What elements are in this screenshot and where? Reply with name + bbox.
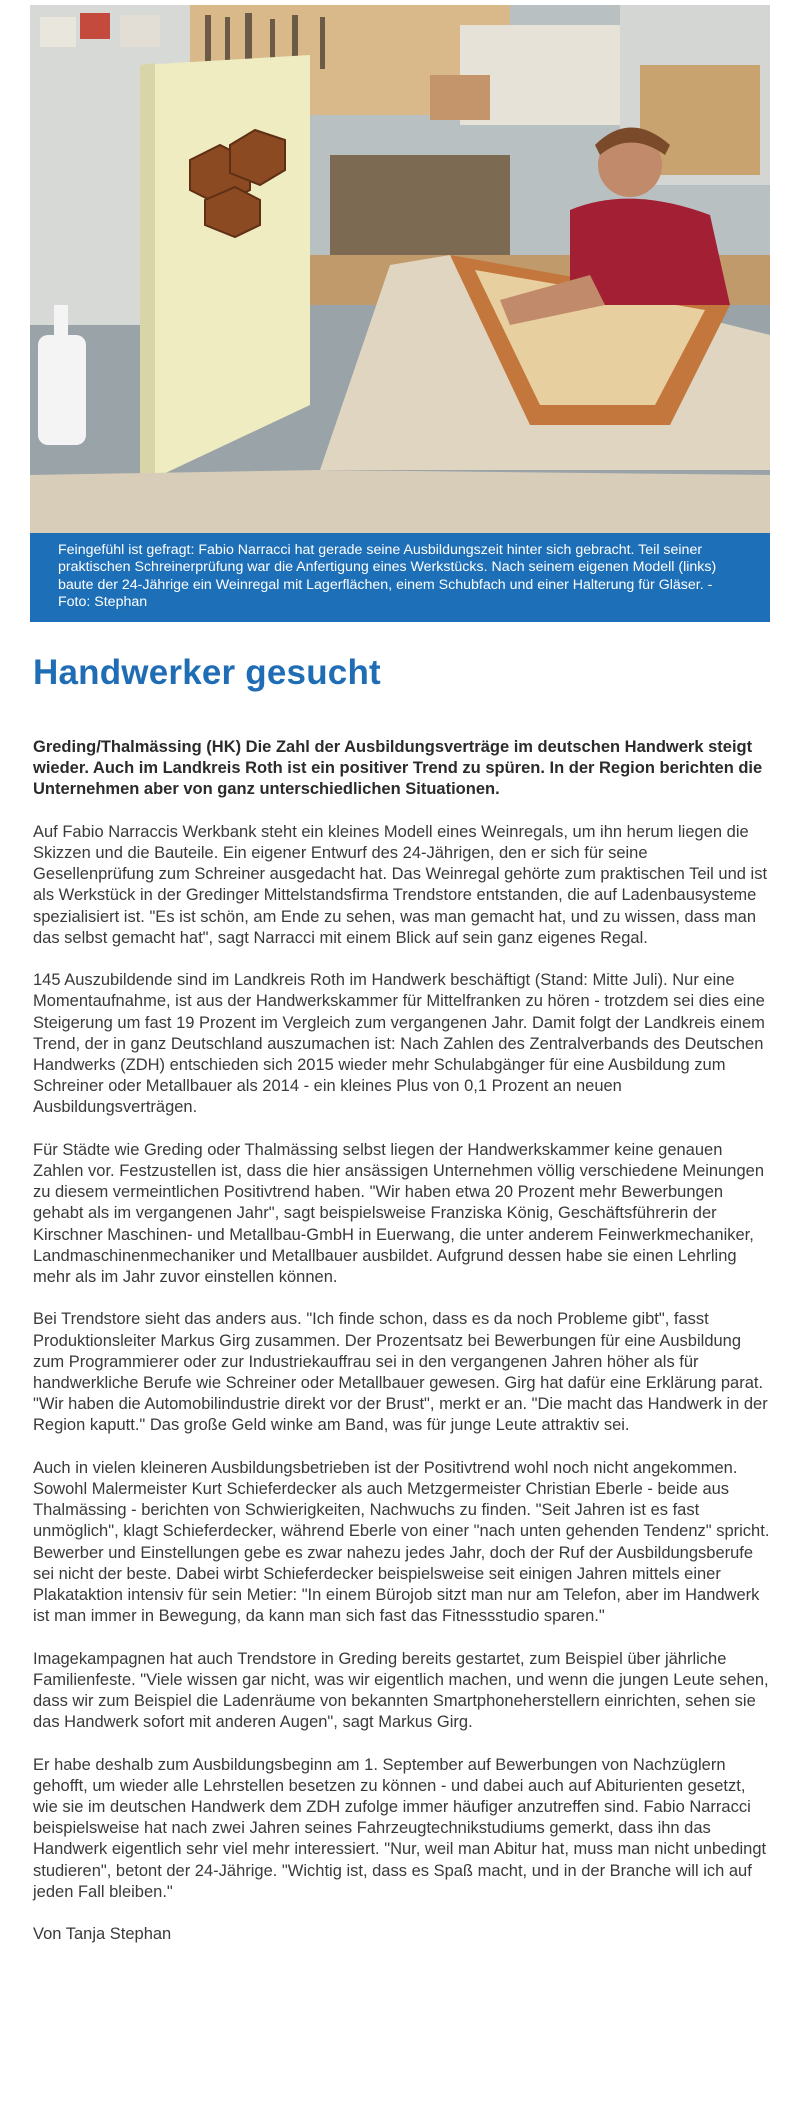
article-paragraph: Für Städte wie Greding oder Thalmässing selbst liegen der Handwerkskammer keine genauen Zahlen vor. Festzustellen ist, dass die hier ansässigen Unternehmen völlig verschiedene Meinungen zu diesem vermeintlichen Positivtrend haben. "Wir haben etwa 20 Prozent mehr Bewerbungen gehabt als im vergangenen Jahr", sagt beispielsweise Franziska König, Geschäftsführerin der Kirschner Maschinen- und Metallbau-GmbH in Euerwang, die unter anderem Feinwerkmechaniker, Landmaschinenmechaniker und Metallbauer ausbildet. Aufgrund dessen habe sie einen Lehrling mehr als im Jahr zuvor einstellen können. (33, 1140, 764, 1287)
article-byline: Von Tanja Stephan (33, 1925, 172, 1944)
article-figure (30, 5, 770, 622)
workshop-photo (30, 5, 770, 533)
article-paragraph: Imagekampagnen hat auch Trendstore in Greding bereits gestartet, zum Beispiel über jährliche Familienfeste. "Viele wissen gar nicht, was wir eigentlich machen, und wenn die jungen Leute sehen, dass wir zum Beispiel die Ladenräume von bekannten Smartphoneherstellern einrichten, sehen sie das Handwerk sofort mit anderen Augen", sagt Markus Girg. (33, 1649, 769, 1732)
article-headline: Handwerker gesucht (33, 653, 381, 692)
article-body (33, 737, 773, 1967)
article-paragraph: Auch in vielen kleineren Ausbildungsbetrieben ist der Positivtrend wohl noch nicht angekommen. Sowohl Malermeister Kurt Schieferdecker als auch Metzgermeister Christian Eberle - beide aus Thalmässing - berichten von Schwierigkeiten, Nachwuchs zu finden. "Seit Jahren ist es fast unmöglich", klagt Schieferdecker, während Eberle von einer "nach unten gehenden Tendenz" spricht. Bewerber und Einstellungen gebe es zwar nahezu jedes Jahr, doch der Ruf der Ausbildungsberufe sei nicht der beste. Dabei wirbt Schieferdecker beispielsweise seit einigen Jahren mittels einer Plakataktion intensiv für sein Metier: "In einem Bürojob sitzt man nur am Telefon, aber im Handwerk ist man immer in Bewegung, da kann man sich fast das Fitnessstudio sparen." (33, 1458, 770, 1626)
article-paragraph: Bei Trendstore sieht das anders aus. "Ich finde schon, dass es da noch Probleme gibt", fasst Produktionsleiter Markus Girg zusammen. Der Prozentsatz bei Bewerbungen für eine Ausbildung zum Programmierer oder zur Industriekauffrau sei in den vergangenen Jahren höher als für handwerkliche Berufe wie Schreiner oder Metallbauer gewesen. Girg hat dafür eine Erklärung parat. "Wir haben die Automobilindustrie direkt vor der Brust", merkt er an. "Die macht das Handwerk in der Region kaputt." Das große Geld winke am Band, was für junge Leute attraktiv sei. (33, 1310, 768, 1435)
article-paragraph: Auf Fabio Narraccis Werkbank steht ein kleines Modell eines Weinregals, um ihn herum liegen die Skizzen und die Bauteile. Ein eigener Entwurf des 24-Jährigen, den er sich für seine Gesellenprüfung zum Schreiner ausgedacht hat. Das Weinregal gehörte zum praktischen Teil und ist als Werkstück in der Gredinger Mittelstandsfirma Trendstore entstanden, die auf Ladenbausysteme spezialisiert ist. "Es ist schön, am Ende zu sehen, was man gemacht hat, und zu wissen, dass man das selbst gemacht hat", sagt Narracci mit einem Blick auf sein ganz eigenes Regal. (33, 822, 768, 947)
article-lead: Greding/Thalmässing (HK) Die Zahl der Ausbildungsverträge im deutschen Handwerk steigt wieder. Auch im Landkreis Roth ist ein positiver Trend zu spüren. In der Region berichten die Unternehmen aber von ganz unterschiedlichen Situationen. (33, 738, 763, 799)
photo-caption: Feingefühl ist gefragt: Fabio Narracci hat gerade seine Ausbildungszeit hinter sich gebracht. Teil seiner praktischen Schreinerprüfung war die Anfertigung eines Werkstücks. Nach seinem eigenen Modell (links) baute der 24-Jährige ein Weinregal mit Lagerflächen, einem Schubfach und einer Halterung für Gläser. - Foto: Stephan (30, 533, 770, 622)
article-paragraph: Er habe deshalb zum Ausbildungsbeginn am 1. September auf Bewerbungen von Nachzüglern gehofft, um wieder alle Lehrstellen besetzen zu können - und dabei auch auf Abiturienten gesetzt, wie sie im deutschen Handwerk dem ZDH zufolge immer häufiger anzutreffen sind. Fabio Narracci beispielsweise hat nach zwei Jahren seines Fahrzeugtechnikstudiums gemerkt, dass ihn das Handwerk eigentlich sehr viel mehr interessiert. "Nur, weil man Abitur hat, muss man nicht unbedingt studieren", betont der 24-Jährige. "Wichtig ist, dass es Spaß macht, und in der Branche will ich auf jeden Fall bleiben." (33, 1755, 767, 1901)
article-paragraph: 145 Auszubildende sind im Landkreis Roth im Handwerk beschäftigt (Stand: Mitte Juli). Nur eine Momentaufnahme, ist aus der Handwerkskammer für Mittelfranken zu hören - trotzdem sei dies eine Steigerung um fast 19 Prozent im Vergleich zum vergangenen Jahr. Damit folgt der Landkreis einem Trend, der in ganz Deutschland auszumachen ist: Nach Zahlen des Zentralverbands des Deutschen Handwerks (ZDH) entschieden sich 2015 wieder mehr Schulabgänger für eine Ausbildung zum Schreiner oder Metallbauer als 2014 - ein kleines Plus von 0,1 Prozent an neuen Ausbildungsverträgen. (33, 971, 765, 1117)
